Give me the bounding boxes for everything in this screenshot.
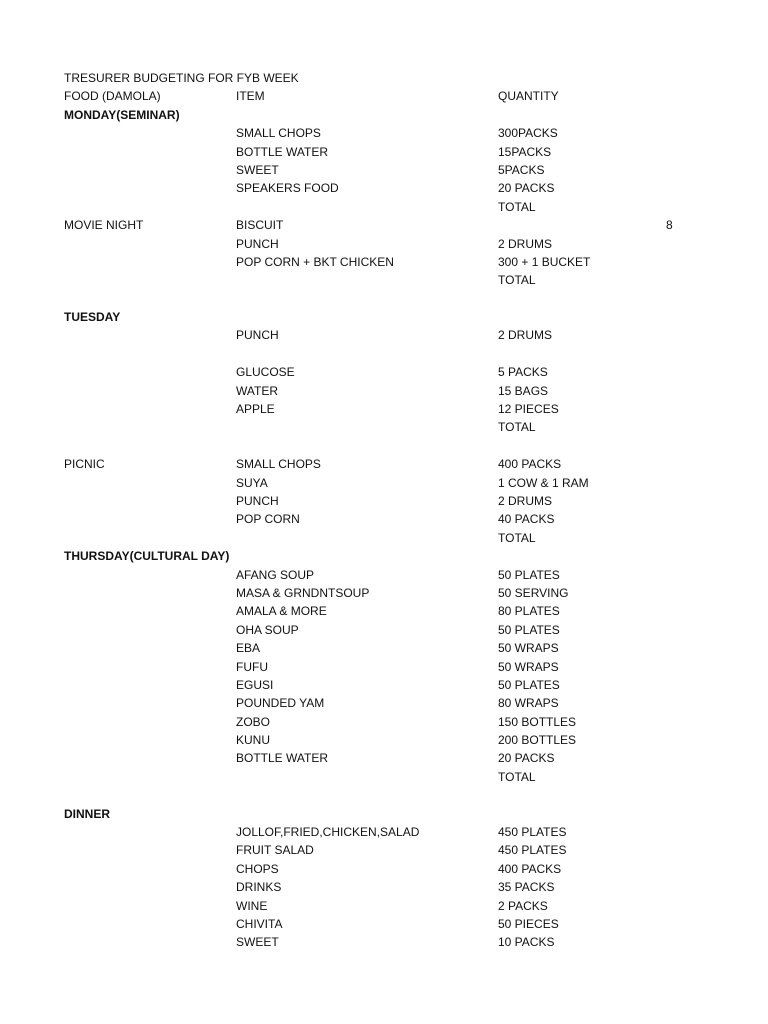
item-cell: WINE [236,898,268,913]
quantity-cell: QUANTITY [498,89,559,104]
sheet-row [0,860,768,878]
quantity-cell: 35 PACKS [498,880,555,895]
sheet-row [0,363,768,381]
quantity-cell: 300PACKS [498,126,558,141]
sheet-row [0,69,768,87]
quantity-cell: TOTAL [498,769,536,784]
item-cell: POUNDED YAM [236,696,325,711]
quantity-cell: 5PACKS [498,162,545,177]
item-cell: POP CORN [236,512,300,527]
item-cell: OHA SOUP [236,622,299,637]
quantity-cell: 12 PIECES [498,402,559,417]
item-cell: BOTTLE WATER [236,751,329,766]
section-cell: MOVIE NIGHT [64,218,144,233]
quantity-cell: 50 WRAPS [498,659,559,674]
item-cell: PUNCH [236,236,279,251]
quantity-cell: 450 PLATES [498,825,567,840]
quantity-cell: 2 DRUMS [498,328,553,343]
sheet-row [0,786,768,804]
quantity-cell: 150 BOTTLES [498,714,577,729]
item-cell: AFANG SOUP [236,567,315,582]
sheet-row [0,87,768,105]
sheet-row [0,216,768,234]
sheet-row [0,749,768,767]
sheet-row [0,161,768,179]
quantity-cell: 300 + 1 BUCKET [498,254,591,269]
section-cell: THURSDAY(CULTURAL DAY) [64,549,230,564]
sheet-row [0,179,768,197]
quantity-cell: 20 PACKS [498,181,555,196]
item-cell: MASA & GRNDNTSOUP [236,585,370,600]
sheet-row [0,805,768,823]
sheet-row [0,676,768,694]
sheet-row [0,382,768,400]
item-cell: CHIVITA [236,916,283,931]
sheet-row [0,308,768,326]
sheet-row [0,106,768,124]
quantity-cell: 2 DRUMS [498,493,553,508]
sheet-row [0,602,768,620]
item-cell: SUYA [236,475,268,490]
item-cell: FUFU [236,659,268,674]
quantity-cell: 200 BOTTLES [498,733,577,748]
item-cell: AMALA & MORE [236,604,327,619]
quantity-cell: TOTAL [498,420,536,435]
section-cell: PICNIC [64,457,105,472]
section-cell: TRESURER BUDGETING FOR FYB WEEK [64,71,299,85]
quantity-cell: 50 PLATES [498,677,560,692]
item-cell: PUNCH [236,328,279,343]
item-cell: JOLLOF,FRIED,CHICKEN,SALAD [236,825,420,840]
item-cell: EGUSI [236,677,274,692]
quantity-cell: 50 PIECES [498,916,559,931]
sheet-row [0,713,768,731]
sheet-row [0,584,768,602]
quantity-cell: 2 PACKS [498,898,548,913]
sheet-row [0,933,768,951]
sheet-row [0,271,768,289]
sheet-row [0,474,768,492]
quantity-cell: 50 PLATES [498,567,560,582]
sheet-row [0,143,768,161]
quantity-cell: 1 COW & 1 RAM [498,475,589,490]
quantity-cell: 50 WRAPS [498,641,559,656]
sheet-row [0,566,768,584]
quantity-cell: 20 PACKS [498,751,555,766]
quantity-cell: 400 PACKS [498,457,562,472]
quantity-cell: 80 WRAPS [498,696,559,711]
extra-cell: 8 [666,218,673,233]
sheet-row [0,253,768,271]
quantity-cell: TOTAL [498,530,536,545]
sheet-row [0,823,768,841]
quantity-cell: 80 PLATES [498,604,560,619]
section-cell: DINNER [64,806,111,821]
quantity-cell: 50 PLATES [498,622,560,637]
sheet-row [0,658,768,676]
sheet-row [0,400,768,418]
quantity-cell: 15PACKS [498,144,552,159]
item-cell: WATER [236,383,278,398]
sheet-row [0,437,768,455]
sheet-row [0,621,768,639]
sheet-row [0,124,768,142]
quantity-cell: 10 PACKS [498,935,555,950]
quantity-cell: TOTAL [498,273,536,288]
item-cell: BOTTLE WATER [236,144,329,159]
sheet-row [0,897,768,915]
quantity-cell: 400 PACKS [498,861,562,876]
quantity-cell: 50 SERVING [498,585,569,600]
item-cell: DRINKS [236,880,282,895]
sheet-row [0,326,768,344]
item-cell: FRUIT SALAD [236,843,314,858]
sheet-row [0,198,768,216]
item-cell: SWEET [236,162,279,177]
item-cell: GLUCOSE [236,365,295,380]
section-cell: TUESDAY [64,310,121,325]
quantity-cell: 450 PLATES [498,843,567,858]
budget-sheet [0,69,768,952]
sheet-row [0,731,768,749]
quantity-cell: 40 PACKS [498,512,555,527]
item-cell: ZOBO [236,714,271,729]
sheet-row [0,878,768,896]
item-cell: SWEET [236,935,279,950]
item-cell: BISCUIT [236,218,284,233]
quantity-cell: TOTAL [498,199,536,214]
item-cell: ITEM [236,89,265,104]
sheet-row [0,529,768,547]
item-cell: EBA [236,641,261,656]
section-cell: FOOD (DAMOLA) [64,89,161,104]
quantity-cell: 5 PACKS [498,365,548,380]
quantity-cell: 2 DRUMS [498,236,553,251]
sheet-row [0,547,768,565]
item-cell: APPLE [236,402,275,417]
sheet-row [0,235,768,253]
sheet-row [0,510,768,528]
item-cell: PUNCH [236,493,279,508]
item-cell: SPEAKERS FOOD [236,181,339,196]
sheet-row [0,290,768,308]
quantity-cell: 15 BAGS [498,383,549,398]
item-cell: CHOPS [236,861,279,876]
sheet-row [0,768,768,786]
item-cell: POP CORN + BKT CHICKEN [236,254,394,269]
sheet-row [0,841,768,859]
item-cell: SMALL CHOPS [236,126,321,141]
item-cell: SMALL CHOPS [236,457,321,472]
sheet-row [0,345,768,363]
sheet-row [0,492,768,510]
sheet-row [0,455,768,473]
sheet-row [0,418,768,436]
sheet-row [0,694,768,712]
sheet-row [0,915,768,933]
section-cell: MONDAY(SEMINAR) [64,107,180,122]
sheet-row [0,639,768,657]
item-cell: KUNU [236,733,271,748]
